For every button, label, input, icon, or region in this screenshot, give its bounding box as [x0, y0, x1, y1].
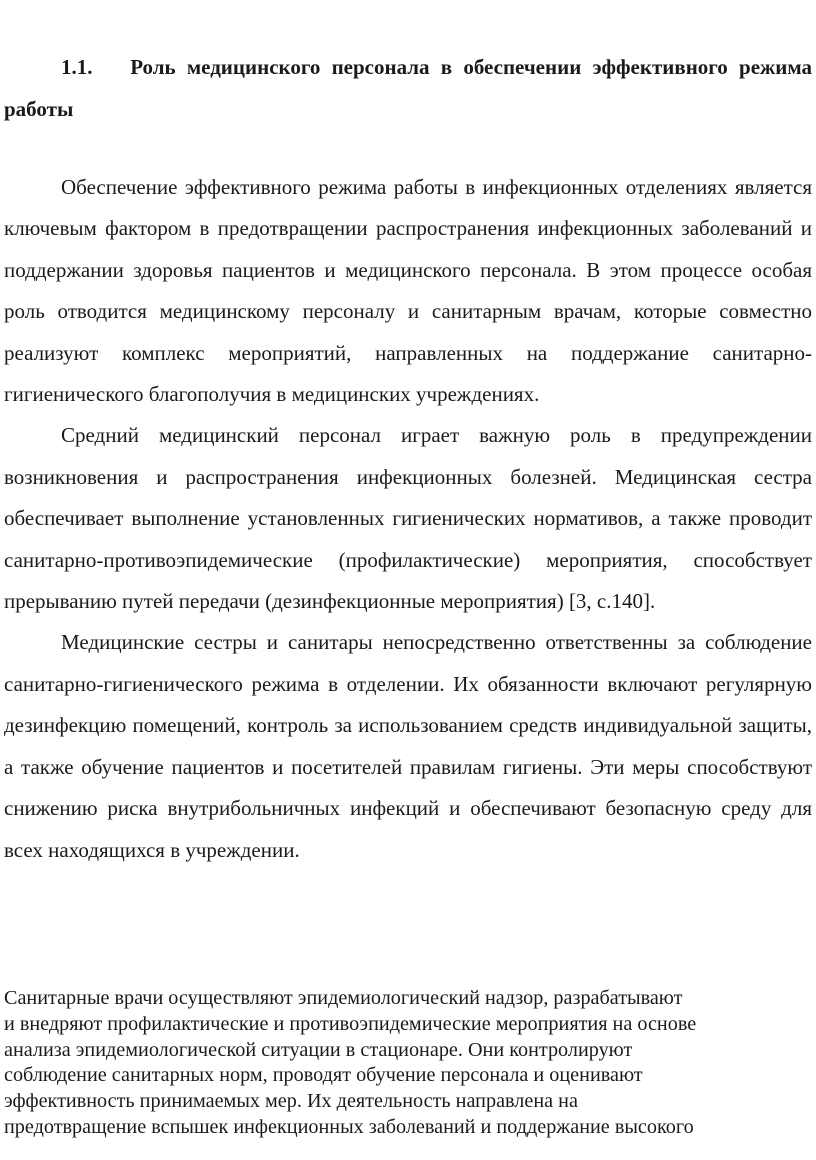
final-line-5: эффективность принимаемых мер. Их деятельность направлена на — [4, 1090, 578, 1113]
section-heading — [4, 46, 812, 130]
paragraph-1: Обеспечение эффективного режима работы в инфекционных отделениях является ключевым фактором в предотвращении распространения инфекционных заболеваний и поддержании здоровья пациентов и медицинского персонала. В этом процессе особая роль отводится медицинскому персоналу и санитарным врачам, которые совместно реализуют комплекс мероприятий, направленных на поддержание санитарно-гигиенического благополучия в медицинских учреждениях. — [4, 175, 812, 407]
section-number: 1.1. — [61, 55, 93, 79]
final-line-2: и внедряют профилактические и противоэпидемические мероприятия на основе — [4, 1012, 697, 1035]
final-line-4: соблюдение санитарных норм, проводят обучение персонала и оценивают — [4, 1064, 643, 1087]
final-line-6: предотвращение вспышек инфекционных заболеваний и поддержание высокого — [4, 1115, 694, 1138]
final-line-3: анализа эпидемиологической ситуации в стационаре. Они контролируют — [4, 1038, 633, 1061]
final-paragraph — [4, 986, 812, 1141]
section-title: Роль медицинского персонала в обеспечении эффективного режима работы — [4, 55, 813, 121]
final-line-1: Санитарные врачи осуществляют эпидемиологический надзор, разрабатывают — [4, 987, 683, 1009]
body-text — [4, 167, 812, 871]
paragraph-3: Медицинские сестры и санитары непосредственно ответственны за соблюдение санитарно-гигиенического режима в отделении. Их обязанности включают регулярную дезинфекцию помещений, контроль за использованием средств индивидуальной защиты, а также обучение пациентов и посетителей правилам гигиены. Эти меры способствуют снижению риска внутрибольничных инфекций и обеспечивают безопасную среду для всех находящихся в учреждении. — [4, 630, 812, 862]
paragraph-2: Средний медицинский персонал играет важную роль в предупреждении возникновения и распространения инфекционных болезней. Медицинская сестра обеспечивает выполнение установленных гигиенических нормативов, а также проводит санитарно-противоэпидемические (профилактические) мероприятия, способствует прерыванию путей передачи (дезинфекционные мероприятия) [3, с.140]. — [4, 423, 812, 614]
